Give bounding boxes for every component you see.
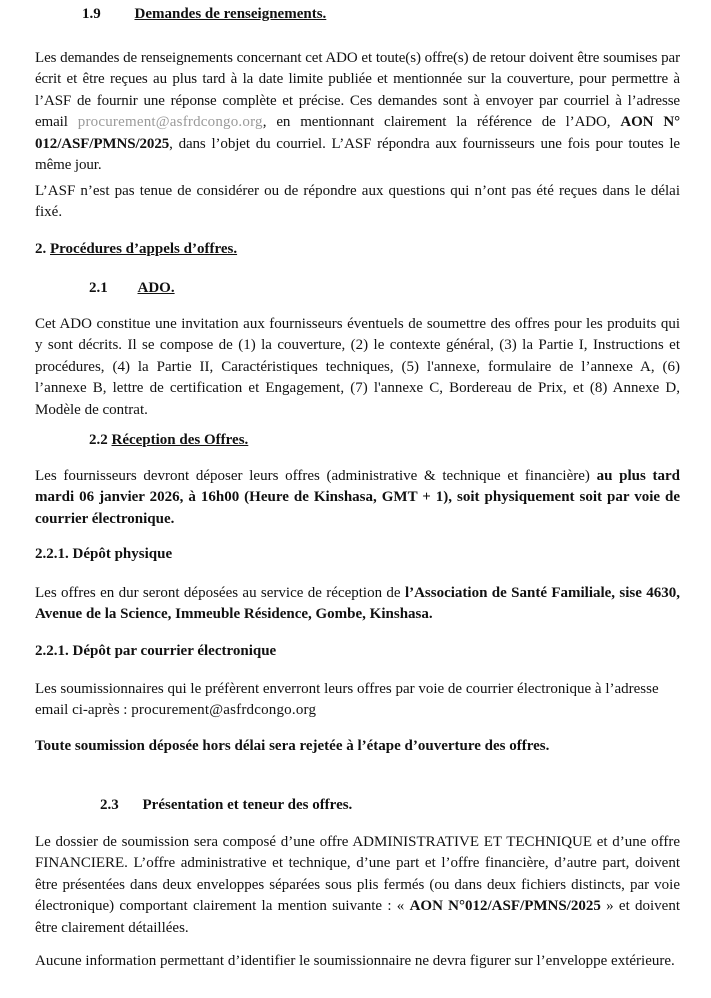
section-2-2-heading xyxy=(89,432,248,449)
section-2-3-heading xyxy=(100,797,352,814)
email-link[interactable]: procurement@asfrdcongo.org xyxy=(77,114,263,131)
section-2-2-1-physical-heading: 2.2.1. Dépôt physique xyxy=(35,546,173,562)
paragraph-text: Les demandes de renseignements concernant cet ADO et toute(s) offre(s) de retour doivent être soumises par écrit et être reçues au plus tard à la date limite publiée et mentionnée sur la couverture, pour permettre à l’ASF de fournir une réponse complète et précise. Ces demandes sont à envoyer par courriel à l’adresse email xyxy=(35,50,680,131)
section-number: 2. xyxy=(35,241,47,257)
paragraph-text: , dans l’objet du courriel. L’ASF répondra aux fournisseurs une fois pour toutes le même jour. xyxy=(35,135,680,174)
section-2-heading xyxy=(35,241,237,258)
section-number: 2.2 xyxy=(89,432,108,448)
section-title: Demandes de renseignements. xyxy=(134,6,327,22)
paragraph-text: Les fournisseurs devront déposer leurs offres (administrative & technique et financière) xyxy=(35,468,590,484)
paragraph-text: Les offres en dur seront déposées au service de réception de xyxy=(35,585,401,601)
section-title: Procédures d’appels d’offres. xyxy=(50,241,238,257)
section-2-3-paragraph-1 xyxy=(35,832,680,939)
section-title: ADO. xyxy=(137,280,175,296)
section-2-2-1-physical-paragraph xyxy=(35,583,680,626)
paragraph-text: » et doivent être clairement détaillées. xyxy=(35,898,681,936)
late-submission-warning: Toute soumission déposée hors délai sera rejetée à l’étape d’ouverture des offres. xyxy=(35,738,550,754)
section-title: Présentation et teneur des offres. xyxy=(142,797,353,813)
paragraph-text: Le dossier de soumission sera composé d’une offre ADMINISTRATIVE ET TECHNIQUE et d’une offre FINANCIERE. L’offre administrative et technique, d’une part et l’offre financière, d’autre part, doivent être présentées dans deux enveloppes séparées sous plis fermés (ou dans deux fichiers distincts, par voie électronique) comportant clairement la mention suivante : « xyxy=(35,834,680,915)
section-title: Réception des Offres. xyxy=(111,432,249,448)
section-2-3-paragraph-2: Aucune information permettant d’identifier le soumissionnaire ne devra figurer sur l’enveloppe extérieure. xyxy=(35,953,675,969)
deadline-text: au plus tard mardi 06 janvier 2026, à 16h00 (Heure de Kinshasa, GMT + 1), soit physiquement soit par voie de courrier électronique. xyxy=(35,468,681,527)
section-2-1-paragraph: Cet ADO constitue une invitation aux fournisseurs éventuels de soumettre des offres pour les produits qui y sont décrits. Il se compose de (1) la couverture, (2) le contexte général, (3) la Partie I, Instructions et procédures, (4) la Partie II, Caractéristiques techniques, (5) l'annexe, formulaire de l’annexe A, (6) l’annexe B, lettre de certification et Engagement, (7) l'annexe C, Bordereau de Prix, et (8) Annexe D, Modèle de contrat. xyxy=(35,316,680,418)
section-2-1-heading xyxy=(89,280,175,297)
reference-number: AON N°012/ASF/PMNS/2025 xyxy=(409,898,601,915)
section-1-9-paragraph-1 xyxy=(35,48,680,176)
paragraph-text: Les soumissionnaires qui le préfèrent enverront leurs offres par voie de courrier électronique à l’adresse email ci-après : xyxy=(35,681,659,719)
address-text: l’Association de Santé Familiale, sise 4630, Avenue de la Science, Immeuble Résidence, Gombe, Kinshasa. xyxy=(35,585,681,623)
section-number: 2.3 xyxy=(100,797,119,813)
section-number: 2.1 xyxy=(89,280,108,296)
section-number: 1.9 xyxy=(82,6,101,22)
section-1-9-heading xyxy=(82,6,326,23)
reference-number: AON N° 012/ASF/PMNS/2025 xyxy=(35,114,680,152)
section-1-9-paragraph-2: L’ASF n’est pas tenue de considérer ou de répondre aux questions qui n’ont pas été reçues dans le délai fixé. xyxy=(35,183,680,221)
section-2-2-1-email-heading: 2.2.1. Dépôt par courrier électronique xyxy=(35,643,277,659)
section-2-2-paragraph xyxy=(35,466,680,530)
paragraph-text: , en mentionnant clairement la référence de l’ADO, xyxy=(262,114,611,131)
section-2-2-1-email-paragraph xyxy=(35,679,680,722)
email-link[interactable]: procurement@asfrdcongo.org xyxy=(131,702,317,719)
